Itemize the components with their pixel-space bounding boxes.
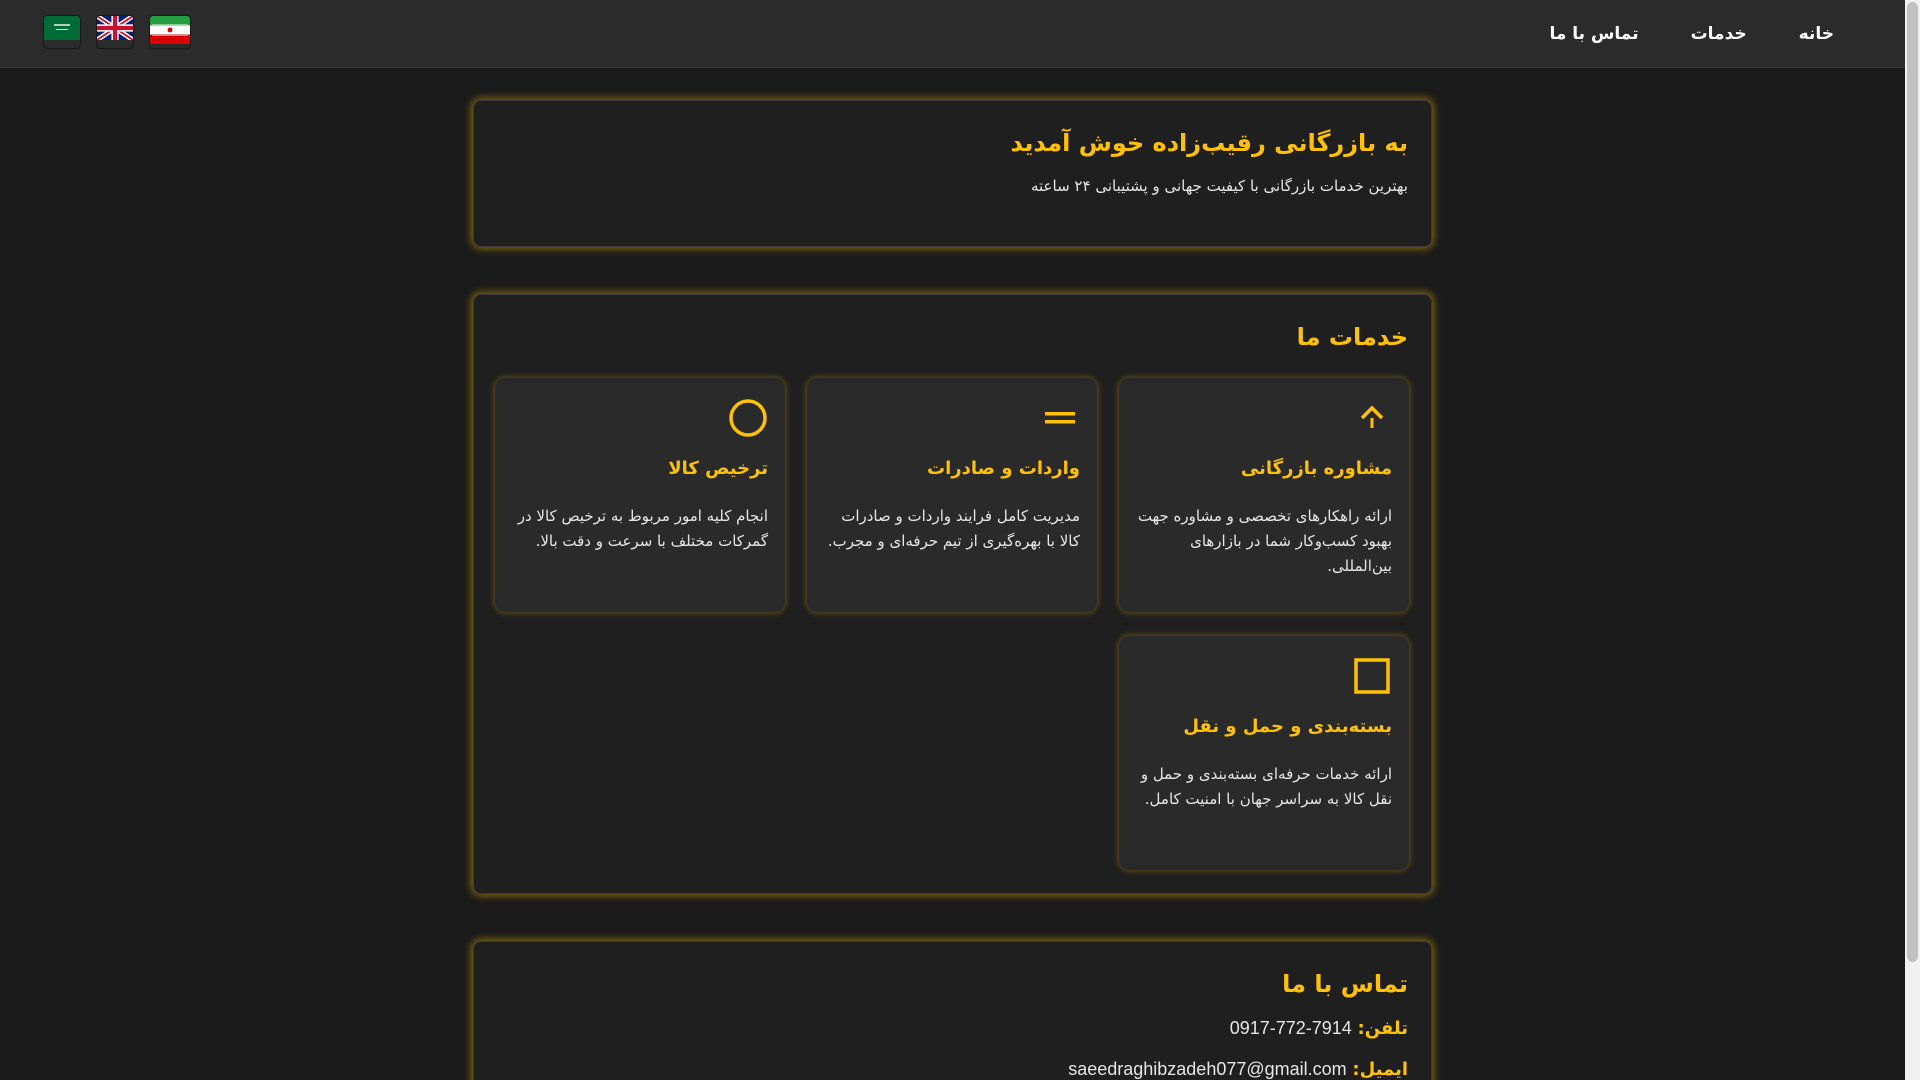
hero-title: به بازرگانی رقیب‌زاده خوش آمدید [1010,129,1408,157]
service-card-title: واردات و صادرات [927,458,1080,479]
services-section [473,294,1432,894]
equals-icon [1040,398,1080,438]
square-icon [1352,656,1392,696]
service-card-desc: ارائه خدمات حرفه‌ای بسته‌بندی و حمل و نقل کالا به سراسر جهان با امنیت کامل. [1140,765,1392,808]
nav-services-link[interactable]: خدمات [1690,24,1747,44]
iran-flag-icon[interactable] [150,16,190,48]
contact-title: تماس با ما [1282,970,1408,998]
contact-phone [497,1018,1408,1039]
service-card-import-export [807,378,1097,612]
scrollbar-thumb[interactable] [1907,2,1918,962]
service-card-title: ترخیص کالا [668,458,768,479]
uk-flag-icon[interactable] [97,16,133,48]
email-label: ایمیل: [1352,1059,1408,1080]
service-card-desc: انجام کلیه امور مربوط به ترخیص کالا در گمرکات مختلف با سرعت و دقت بالا. [517,507,768,550]
page-scrollbar[interactable] [1905,0,1920,1080]
phone-label: تلفن: [1357,1018,1408,1039]
services-title: خدمات ما [1296,323,1408,351]
service-card-consulting [1119,378,1409,612]
phone-value[interactable]: 0917-772-7914 [1229,1018,1352,1038]
hero-subtitle: بهترین خدمات بازرگانی با کیفیت جهانی و پشتیبانی ۲۴ ساعته [1030,177,1408,195]
service-card-desc: ارائه راهکارهای تخصصی و مشاوره جهت بهبود کسب‌وکار شما در بازارهای بین‌المللی. [1137,507,1392,575]
service-card-title: مشاوره بازرگانی [1240,458,1392,479]
saudi-flag-icon[interactable] [44,16,80,48]
nav-home-link[interactable]: خانه [1798,24,1834,44]
navbar [0,0,1905,68]
hero-section [473,100,1432,247]
service-card-customs [495,378,785,612]
service-card-title: بسته‌بندی و حمل و نقل [1183,716,1392,737]
service-card-shipping [1119,636,1409,870]
service-card-desc: مدیریت کامل فرایند واردات و صادرات کالا با بهره‌گیری از تیم حرفه‌ای و مجرب. [827,507,1080,550]
contact-section [473,941,1432,1080]
email-value[interactable]: saeedraghibzadeh077@gmail.com [1068,1059,1347,1079]
nav-contact-link[interactable]: تماس با ما [1549,24,1639,44]
circle-icon [728,398,768,438]
contact-email [497,1059,1408,1080]
nav-links [1523,0,1860,68]
arrow-up-icon [1352,398,1392,438]
language-switcher [44,16,190,48]
